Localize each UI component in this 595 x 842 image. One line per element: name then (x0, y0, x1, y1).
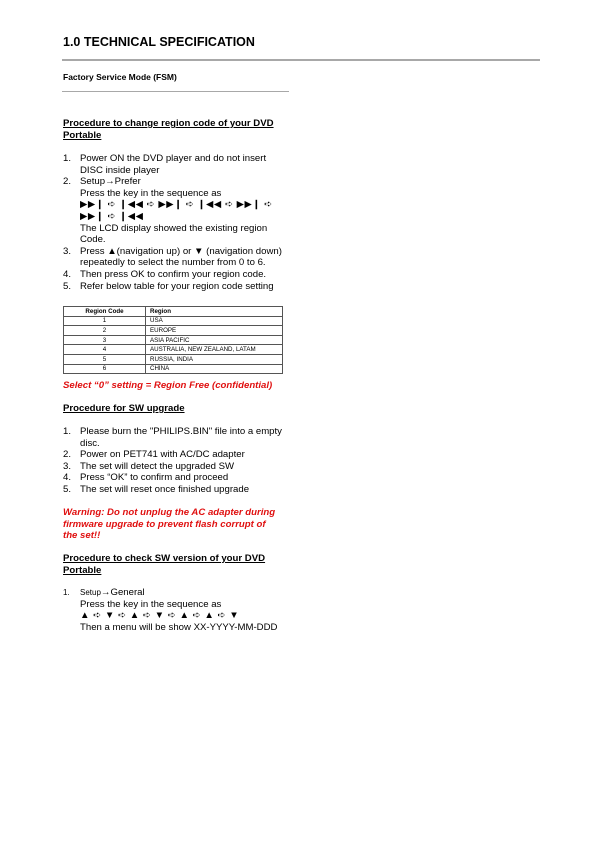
subtitle-divider (62, 91, 289, 92)
step-number: 2. (63, 176, 72, 188)
region-code-table (63, 306, 283, 374)
key-sequence: ▶▶❙ ➪ ❙◀◀ ➪ ▶▶❙ ➪ ❙◀◀ ➪ ▶▶❙ ➪ (80, 199, 273, 211)
step-text: The set will detect the upgraded SW (80, 460, 235, 472)
firmware-warning: Warning: Do not unplug the AC adapter during firmware upgrade to prevent flash corrupt of the set!! (63, 507, 276, 542)
step-text: The set will reset once finished upgrade (80, 483, 250, 495)
table-cell: 4 (64, 345, 146, 355)
table-cell: 6 (64, 364, 146, 374)
region-free-note: Select “0” setting = Region Free (confidential) (63, 380, 273, 391)
table-cell: 1 (64, 316, 146, 326)
list-item (63, 153, 288, 176)
step-text: Press the key in the sequence as (80, 187, 222, 199)
list-item (63, 426, 288, 449)
step-number: 5. (63, 280, 72, 292)
step-text: Refer below table for your region code setting (80, 280, 274, 292)
step-number: 3. (63, 460, 72, 472)
list-item (63, 269, 288, 281)
step-number: 5. (63, 483, 72, 495)
list-item (63, 461, 288, 473)
table-cell: CHINA (146, 364, 283, 374)
table-cell: 2 (64, 326, 146, 336)
list-item (63, 176, 288, 246)
step-number: 4. (63, 472, 72, 484)
table-cell: ASIA PACIFIC (146, 335, 283, 345)
region-procedure-heading: Procedure to change region code of your DVD Portable (63, 118, 274, 141)
table-row (64, 326, 283, 336)
step-text: Press ▲(navigation up) or ▼ (navigation down) repeatedly to select the number from 0 to 6. (80, 245, 282, 269)
table-cell: EUROPE (146, 326, 283, 336)
region-steps-list (63, 153, 288, 292)
step-number: 2. (63, 449, 72, 461)
section-subtitle: Factory Service Mode (FSM) (63, 72, 177, 82)
column-header: Region Code (64, 307, 146, 317)
sw-upgrade-heading: Procedure for SW upgrade (63, 403, 185, 414)
table-row (64, 316, 283, 326)
step-number: 3. (63, 245, 72, 257)
title-divider (62, 59, 540, 61)
step-number: 4. (63, 268, 72, 280)
table-row (64, 335, 283, 345)
step-text: The LCD display showed the existing region Code. (80, 222, 268, 246)
table-row (64, 345, 283, 355)
step-number: 1. (63, 426, 72, 437)
key-sequence: ▶▶❙ ➪ ❙◀◀ (80, 210, 144, 222)
step-text: Power ON the DVD player and do not insert DISC inside player (80, 153, 267, 176)
step-text: Then press OK to confirm your region code. (80, 268, 267, 280)
table-cell: RUSSIA, INDIA (146, 354, 283, 364)
sw-version-steps-list (63, 587, 288, 633)
list-item (63, 246, 288, 269)
column-header: Region (146, 307, 283, 317)
table-header-row (64, 307, 283, 317)
list-item (63, 484, 288, 496)
list-item (63, 587, 288, 633)
step-text: Press the key in the sequence as (80, 598, 222, 610)
table-cell: 5 (64, 354, 146, 364)
list-item (63, 449, 288, 461)
table-cell: 3 (64, 335, 146, 345)
list-item (63, 281, 288, 293)
page-title: 1.0 TECHNICAL SPECIFICATION (63, 35, 255, 49)
table-cell: AUSTRALIA, NEW ZEALAND, LATAM (146, 345, 283, 355)
sw-upgrade-steps-list (63, 426, 288, 496)
step-text: Setup→Prefer (80, 176, 141, 188)
step-text: Press “OK” to confirm and proceed (80, 472, 229, 484)
step-number: 1. (63, 153, 72, 164)
sw-version-heading: Procedure to check SW version of your DVD Portable (63, 553, 266, 576)
step-text: Setup (80, 588, 101, 597)
table-cell: USA (146, 316, 283, 326)
step-text: Power on PET741 with AC/DC adapter (80, 449, 245, 461)
list-item (63, 472, 288, 484)
key-sequence: ▲ ➪ ▼ ➪ ▲ ➪ ▼ ➪ ▲ ➪ ▲ ➪ ▼ (80, 610, 240, 622)
step-text: →General (100, 587, 145, 598)
step-number: 1. (63, 588, 70, 597)
step-text: Please burn the "PHILIPS.BIN" file into a empty disc. (80, 426, 282, 449)
step-text: Then a menu will be show XX-YYYY-MM-DDD (80, 621, 278, 633)
table-row (64, 354, 283, 364)
table-row (64, 364, 283, 374)
